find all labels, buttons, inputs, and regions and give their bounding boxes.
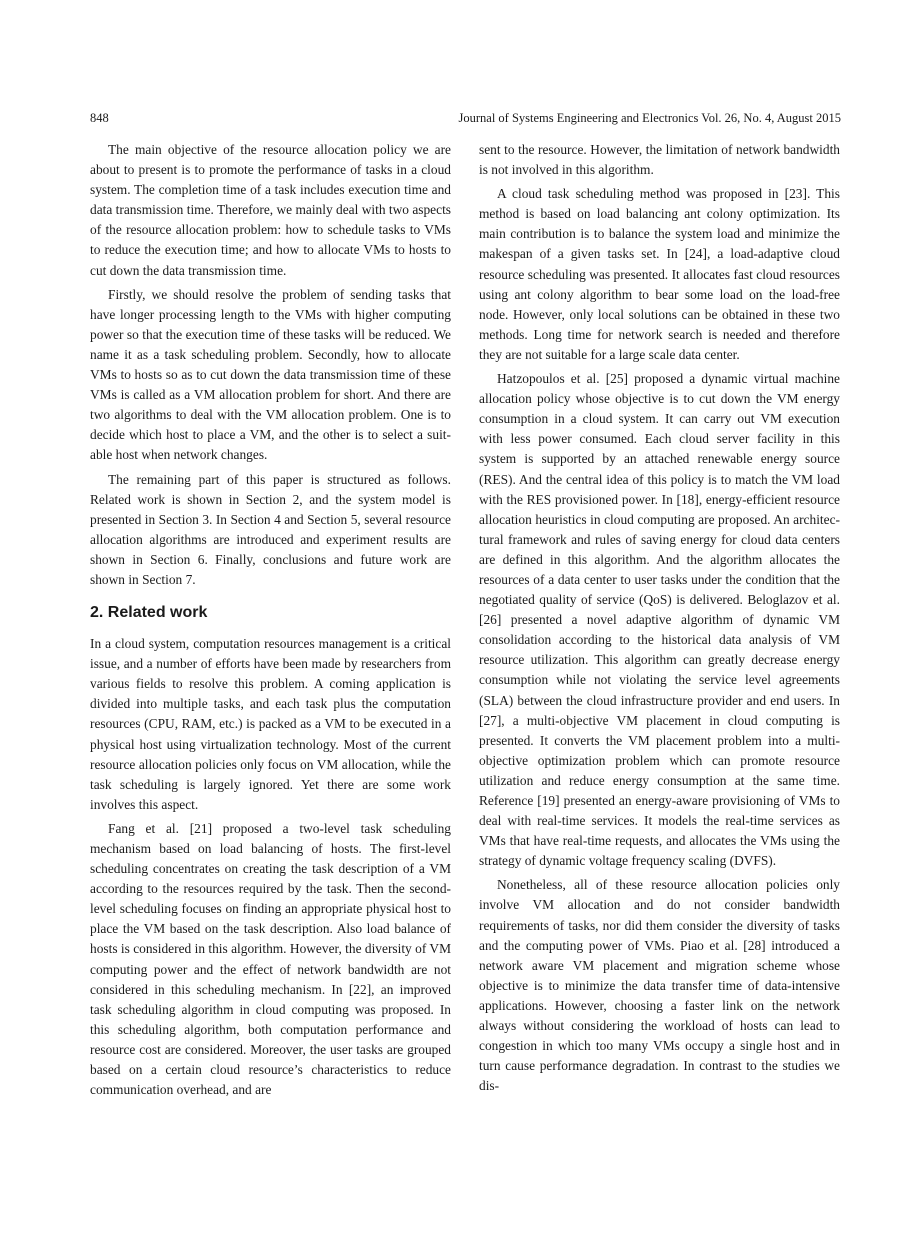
paragraph: In a cloud system, computation resources management is a critical issue, and a number of efforts have been made by researchers from various fields to resolve this problem. A coming application is divided into multiple tasks, and each task plus the computation resources (CPU, RAM, etc.) is packed as a VM to be executed in a physical host using virtualization technology. Most of the current resource allocation policies only focus on VM allocation, while the task scheduling is largely ignored. Yet there are some work involves this aspect. bbox=[90, 636, 451, 812]
paragraph: Nonetheless, all of these resource allocation policies only involve VM allocation and do not consider bandwidth requirements of tasks, nor did them consider the diversity of tasks and the computing power of VMs. Piao et al. [28] introduced a network aware VM placement and migration scheme whose objective is to minimize the data transfer time of data-intensive applications. However, choosing a faster link on the network always without considering the workload of hosts can lead to congestion in which too many VMs occupy a single host and in turn cause performance degradation. In contrast to the studies we dis- bbox=[479, 877, 840, 1094]
paragraph: Fang et al. [21] proposed a two-level task scheduling mechanism based on load balancing of hosts. The first-level scheduling concentrates on creating the task description of a VM according to the resources required by the task. Then the second-level scheduling focuses on finding an appropriate physical host to place the VM based on the task description. Also load balance of hosts is considered in this algorithm. However, the diversity of VM computing power and the effect of network bandwidth are not considered in this scheduling mechanism. In [22], an improved task scheduling algorithm in cloud computing was proposed. In this scheduling algorithm, both computation performance and resource cost are considered. Moreover, the user tasks are grouped based on a certain cloud resource’s characteristics to reduce communication overhead, and are bbox=[90, 820, 451, 1098]
right-column bbox=[479, 140, 840, 1100]
paragraph: The remaining part of this paper is structured as follows. Related work is shown in Section 2, and the system model is presented in Section 3. In Section 4 and Section 5, several resource allocation algorithms are introduced and experiment results are shown in Section 6. Finally, conclusions and future work are shown in Section 7. bbox=[90, 471, 451, 587]
paragraph: A cloud task scheduling method was proposed in [23]. This method is based on load balancing ant colony optimization. Its main contribution is to balance the system load and minimize the makespan of a given tasks set. In [24], a load-adaptive cloud resource scheduling was presented. It allocates fast cloud resources using ant colony algorithm to bear some load on the load-free node. However, only local solutions can be obtained in these two methods. Long time for network search is needed and therefore they are not suitable for a large scale data center. bbox=[479, 186, 840, 362]
paragraph: The main objective of the resource allocation policy we are about to present is to promote the performance of tasks in a cloud system. The completion time of a task includes execution time and data transmission time. Therefore, we mainly deal with two aspects of the resource allocation problem: how to schedule tasks to VMs to reduce the execution time; and how to allocate VMs to hosts to cut down the data transmission time. bbox=[90, 142, 451, 278]
page-number: 848 bbox=[90, 111, 109, 125]
journal-info: Journal of Systems Engineering and Electronics Vol. 26, No. 4, August 2015 bbox=[458, 111, 841, 125]
left-column bbox=[90, 140, 451, 1104]
section-heading: 2. Related work bbox=[90, 604, 208, 622]
paragraph: Firstly, we should resolve the problem of sending tasks that have longer processing length to the VMs with higher computing power so that the execution time of these tasks will be reduced. We name it as a task scheduling problem. Secondly, how to allocate VMs to hosts so as to cut down the data transmission time of these VMs is called as a VM allocation problem for short. And there are two algorithms to deal with the VM allocation problem. One is to decide which host to place a VM, and the other is to select a suitable host when network changes. bbox=[90, 286, 451, 463]
paragraph: Hatzopoulos et al. [25] proposed a dynamic virtual machine allocation policy whose objective is to cut down the VM energy consumption in a cloud system. It can carry out VM execution with less power consumed. Each cloud server facility in this system is supported by an attached renewable energy source (RES). And the central idea of this policy is to match the VM load with the RES provisioned power. In [18], energy-efficient resource allocation heuristics in cloud computing are proposed. An architectural framework and rules of saving energy for cloud data centers are defined in this algorithm. And the algorithm allocates the resources of a data center to user tasks under the condition that the negotiated quality of service (QoS) is delivered. Beloglazov et al. [26] presented a novel adaptive algorithm of dynamic VM consolidation according to the historical data analysis of VM resource utilization. This algorithm can greatly decrease energy consumption while not violating the service level agreements (SLA) between the cloud infrastructure provider and end users. In [27], a multi-objective VM placement in cloud computing is presented. It converts the VM placement problem into a multi-objective optimization problem which can promote resource utilization and reduce energy consumption at the same time. Reference [19] presented an energy-aware provisioning of VMs to deal with real-time services. It models the real-time services as VMs that have real-time requests, and allocates the VMs using the strategy of dynamic voltage frequency scaling (DVFS). bbox=[479, 371, 840, 869]
running-header bbox=[90, 108, 841, 128]
paragraph: sent to the resource. However, the limitation of network bandwidth is not involved in this algorithm. bbox=[479, 142, 840, 178]
